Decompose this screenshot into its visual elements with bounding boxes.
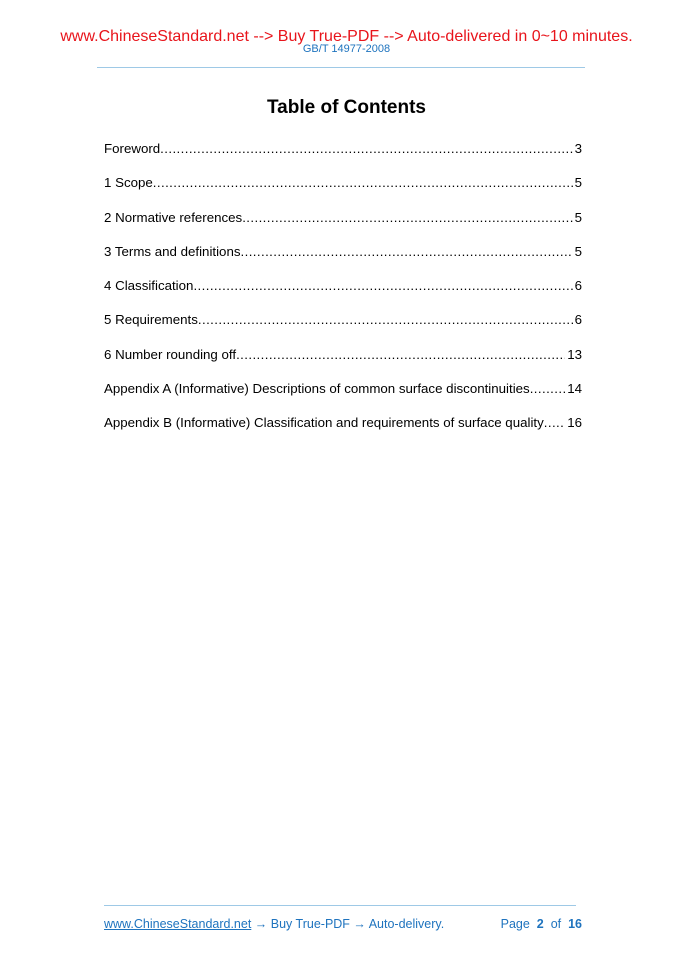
- dot-leader: [153, 175, 573, 191]
- current-page-number: 2: [536, 917, 544, 931]
- toc-entry-normative-references[interactable]: [104, 210, 582, 244]
- page-counter: [501, 916, 582, 932]
- dot-leader: [242, 210, 572, 226]
- toc-entry-label: 5 Requirements: [104, 312, 198, 328]
- toc-entry-label: Foreword: [104, 141, 161, 156]
- footer-promo-text: → Buy True-PDF → Auto-delivery.: [251, 917, 445, 931]
- toc-entry-requirements[interactable]: [104, 312, 582, 346]
- toc-entry-page: 13: [567, 346, 582, 362]
- toc-entry-label: 1 Scope: [104, 175, 153, 191]
- dot-leader: [241, 244, 573, 260]
- toc-entry-label: 3 Terms and definitions: [104, 243, 241, 259]
- dot-leader: [236, 347, 565, 363]
- toc-entry-appendix-a[interactable]: [104, 381, 582, 415]
- toc-entry-scope[interactable]: [104, 175, 582, 209]
- footer-website-link[interactable]: www.ChineseStandard.net: [104, 917, 252, 931]
- toc-title: Table of Contents: [266, 97, 427, 118]
- promo-banner[interactable]: www.ChineseStandard.net --> Buy True-PDF --> Auto-delivered in 0~10 minutes.: [60, 28, 633, 45]
- toc-entry-page: 6: [574, 278, 582, 294]
- toc-entry-number-rounding[interactable]: [104, 347, 582, 381]
- toc-entry-appendix-b[interactable]: [104, 415, 582, 449]
- document-id: GB/T 14977-2008: [302, 43, 391, 55]
- toc-entry-classification[interactable]: [104, 278, 582, 312]
- toc-entry-page: 5: [574, 209, 582, 225]
- page-footer: [104, 916, 582, 932]
- footer-divider: [104, 905, 576, 906]
- toc-list: [104, 141, 582, 450]
- toc-entry-page: 3: [574, 141, 582, 156]
- toc-entry-page: 6: [574, 312, 582, 328]
- dot-leader: [193, 278, 572, 294]
- total-pages-number: 16: [568, 917, 582, 931]
- toc-entry-page: 5: [574, 243, 582, 259]
- toc-entry-page: 14: [567, 381, 582, 397]
- page-label: Page: [500, 917, 530, 931]
- toc-entry-label: 6 Number rounding off: [104, 346, 237, 362]
- toc-entry-page: 5: [574, 175, 582, 191]
- toc-entry-label: Appendix B (Informative) Classification and requirements of surface quality: [104, 415, 544, 431]
- of-label: of: [550, 917, 562, 931]
- footer-promo: [104, 916, 444, 932]
- header-divider: [97, 67, 585, 68]
- dot-leader: [160, 141, 572, 157]
- toc-entry-foreword[interactable]: [104, 141, 582, 175]
- toc-entry-terms-definitions[interactable]: [104, 244, 582, 278]
- toc-entry-label: Appendix A (Informative) Descriptions of common surface discontinuities: [104, 381, 530, 397]
- dot-leader: [544, 415, 565, 431]
- toc-entry-page: 16: [567, 415, 582, 431]
- toc-entry-label: 2 Normative references: [104, 209, 243, 225]
- dot-leader: [530, 381, 566, 397]
- toc-entry-label: 4 Classification: [104, 278, 194, 294]
- dot-leader: [198, 312, 573, 328]
